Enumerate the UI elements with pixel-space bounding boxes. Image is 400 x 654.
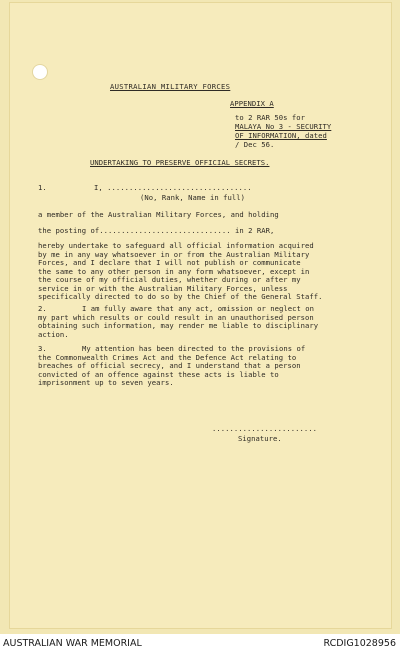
document-title: UNDERTAKING TO PRESERVE OFFICIAL SECRETS. <box>90 158 270 167</box>
para1-line: hereby undertake to safeguard all official information acquired <box>38 241 314 250</box>
para1-line: the same to any other person in any form whatsoever, except in <box>38 266 310 276</box>
para3-line: convicted of an offence against these acts is liable to <box>38 369 279 379</box>
posting-field-line: the posting of.............................. in 2 RAR, <box>38 226 275 235</box>
footer-bar <box>0 634 400 654</box>
signature-label: Signature. <box>238 434 282 443</box>
reference-line: / Dec 56. <box>235 140 275 149</box>
para1-line: service in or with the Australian Military Forces, unless <box>38 283 288 293</box>
para-number: 1. <box>38 183 47 192</box>
para2-line: obtaining such information, may render me liable to disciplinary <box>38 321 319 330</box>
para1-line: specifically directed to do so by the Chief of the General Staff. <box>38 292 323 301</box>
appendix-label: APPENDIX A <box>230 99 274 108</box>
footer-credit: AUSTRALIAN WAR MEMORIAL <box>3 638 142 649</box>
name-field-line: I, ................................. <box>94 183 252 192</box>
para3-line: the Commonwealth Crimes Act and the Defence Act relating to <box>38 352 297 362</box>
para3-line: breaches of official secrecy, and I understand that a person <box>38 361 301 370</box>
reference-line: to 2 RAR 50s for <box>235 113 306 122</box>
para2-line: action. <box>38 329 69 339</box>
member-line: a member of the Australian Military Forces, and holding <box>38 210 279 219</box>
para-number: 2. <box>38 304 47 313</box>
para3-line: My attention has been directed to the provisions of <box>82 344 306 353</box>
para1-line: by me in any way whatsoever in or from the Australian Military <box>38 249 310 259</box>
punch-hole <box>33 65 47 79</box>
name-field-hint: (No, Rank, Name in full) <box>140 193 246 202</box>
reference-line: MALAYA No 3 - SECURITY <box>235 122 332 131</box>
document-header: AUSTRALIAN MILITARY FORCES <box>110 82 231 91</box>
reference-line: OF INFORMATION, dated <box>235 131 327 140</box>
para1-line: Forces, and I declare that I will not publish or communicate <box>38 258 301 267</box>
para2-line: my part which results or could result in an unauthorised person <box>38 312 314 322</box>
para3-line: imprisonment up to seven years. <box>38 378 174 387</box>
footer-record-id: RCDIG1028956 <box>323 638 396 649</box>
para2-line: I am fully aware that any act, omission or neglect on <box>82 304 314 313</box>
para1-line: the course of my official duties, whether during or after my <box>38 275 301 284</box>
para-number: 3. <box>38 344 47 353</box>
signature-line: ........................ <box>212 424 318 433</box>
